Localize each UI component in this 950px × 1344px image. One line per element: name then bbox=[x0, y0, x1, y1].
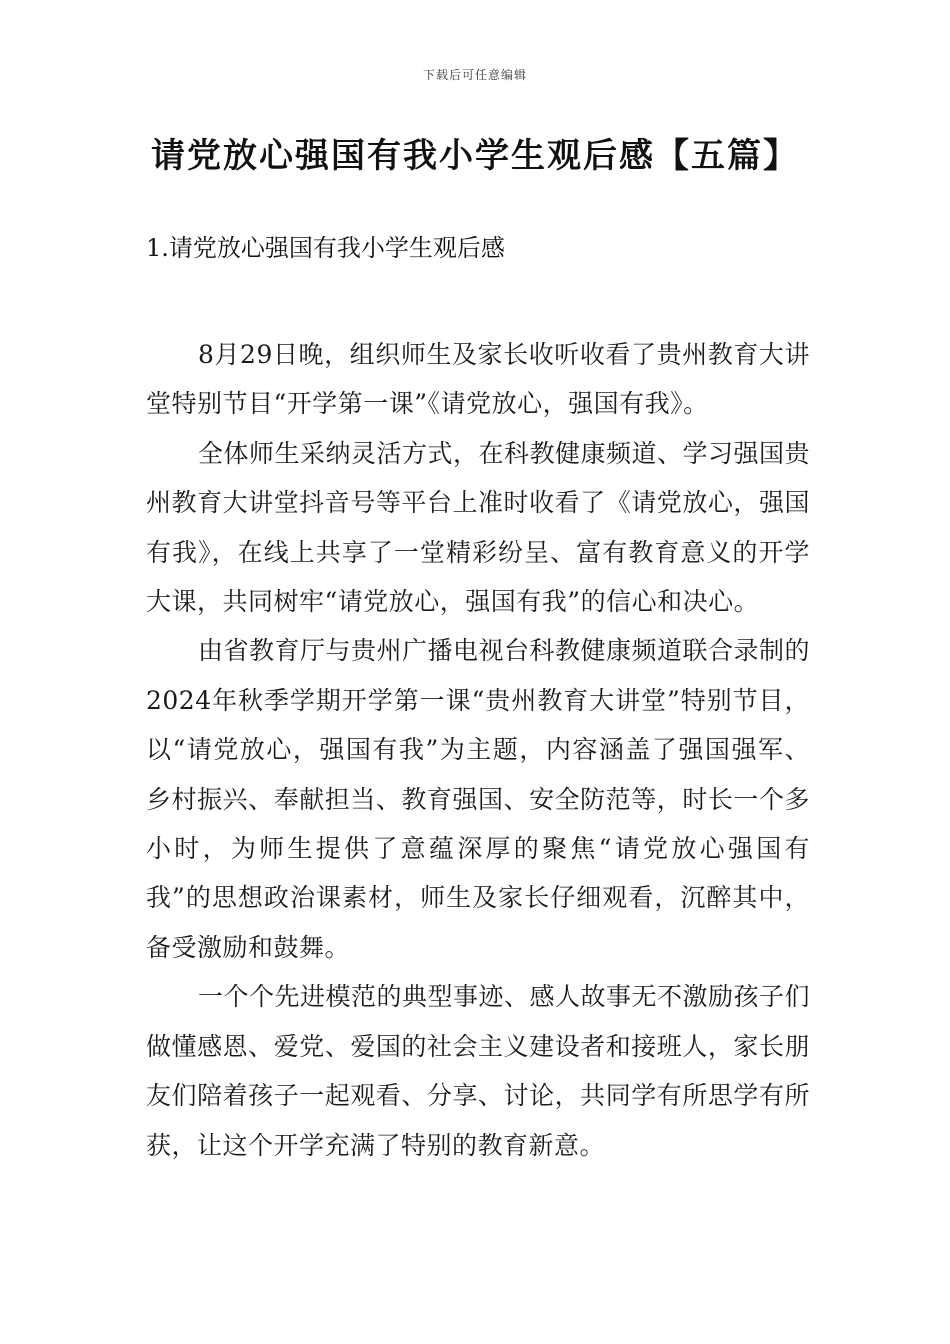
paragraph: 由省教育厅与贵州广播电视台科教健康频道联合录制的2024年秋季学期开学第一课“贵州教育大讲堂”特别节目，以“请党放心，强国有我”为主题，内容涵盖了强国强军、乡村振兴、奉献担当、教育强国、安全防范等，时长一个多小时，为师生提供了意蕴深厚的聚焦“请党放心强国有我”的思想政治课素材，师生及家长仔细观看，沉醉其中，备受激励和鼓舞。 bbox=[146, 636, 811, 962]
section-heading: 1.请党放心强国有我小学生观后感 bbox=[146, 234, 505, 262]
header-note: 下载后可任意编辑 bbox=[422, 68, 527, 82]
paragraph: 全体师生采纳灵活方式，在科教健康频道、学习强国贵州教育大讲堂抖音号等平台上准时收看了《请党放心，强国有我》，在线上共享了一堂精彩纷呈、富有教育意义的开学大课，共同树牢“请党放心，强国有我”的信心和决心。 bbox=[146, 438, 811, 617]
document-title: 请党放心强国有我小学生观后感【五篇】 bbox=[151, 136, 799, 176]
paragraph: 8月29日晚，组织师生及家长收听收看了贵州教育大讲堂特别节目“开学第一课”《请党放心，强国有我》。 bbox=[146, 340, 810, 419]
body-text bbox=[146, 330, 810, 1170]
paragraph: 一个个先进模范的典型事迹、感人故事无不激励孩子们做懂感恩、爱党、爱国的社会主义建设者和接班人，家长朋友们陪着孩子一起观看、分享、讨论，共同学有所思学有所获，让这个开学充满了特别的教育新意。 bbox=[146, 982, 811, 1160]
